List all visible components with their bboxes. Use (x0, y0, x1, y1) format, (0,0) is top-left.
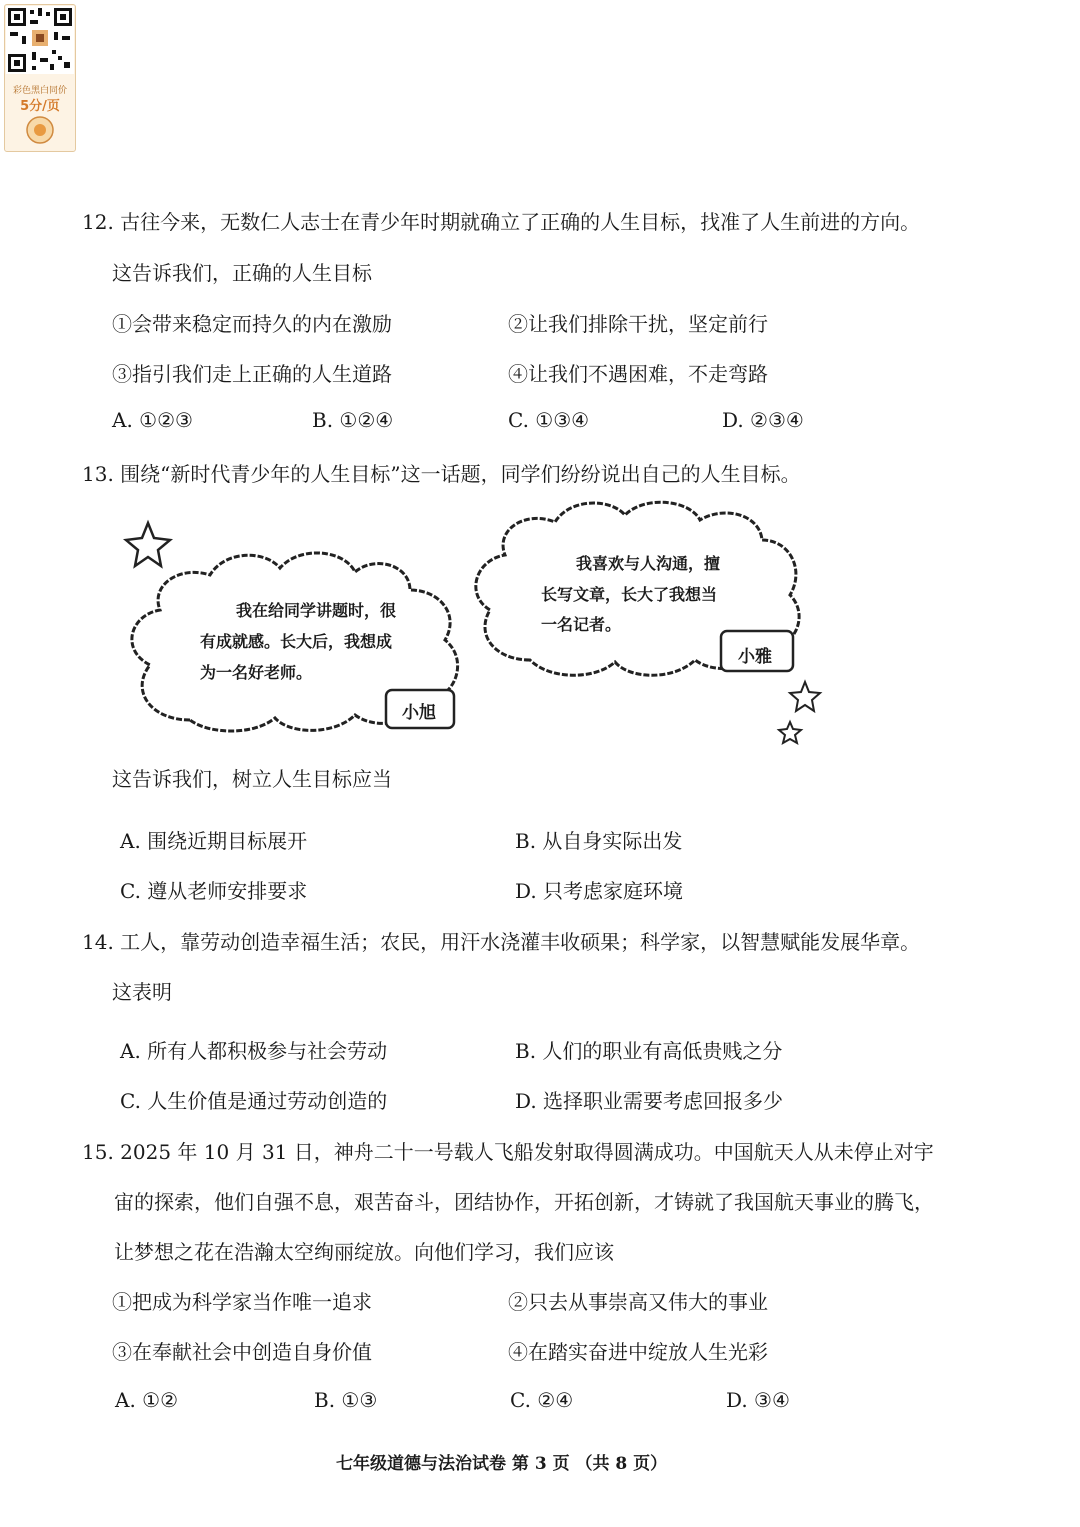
q13-option-d: D. 只考虑家庭环境 (515, 879, 684, 903)
q14-option-b: B. 人们的职业有高低贵贱之分 (515, 1039, 783, 1063)
bubble-right-line3: 一名记者。 (541, 615, 622, 634)
q12-item-1: ①会带来稳定而持久的内在激励 (112, 312, 392, 336)
star-icon (126, 523, 170, 566)
name-tag-left-label: 小旭 (402, 703, 436, 723)
page-footer: 七年级道德与法治试卷 第 3 页 （共 8 页） (336, 1454, 668, 1474)
q13-prompt: 这告诉我们，树立人生目标应当 (112, 767, 392, 791)
q15-item-1: ①把成为科学家当作唯一追求 (112, 1290, 372, 1314)
q14-option-a: A. 所有人都积极参与社会劳动 (120, 1039, 388, 1063)
q12-item-4: ④让我们不遇困难，不走弯路 (508, 362, 768, 386)
q12-item-2: ②让我们排除干扰，坚定前行 (508, 312, 768, 336)
q14-stem-line1: 14. 工人，靠劳动创造幸福生活；农民，用汗水浇灌丰收硕果；科学家，以智慧赋能发展华章。 (82, 930, 921, 954)
q12-option-b: B. ①②④ (312, 408, 394, 432)
bubble-left-line1: 我在给同学讲题时，很 (236, 601, 397, 620)
q13-option-a: A. 围绕近期目标展开 (120, 829, 308, 853)
q12-option-c: C. ①③④ (508, 408, 590, 432)
q15-stem-line3: 让梦想之花在浩瀚太空绚丽绽放。向他们学习，我们应该 (114, 1240, 614, 1264)
q14-stem-line2: 这表明 (112, 980, 172, 1004)
q13-option-c: C. 遵从老师安排要求 (120, 879, 308, 903)
q15-option-a: A. ①② (115, 1388, 179, 1412)
ad-price: 5分/页 (20, 99, 60, 114)
ad-line1: 彩色黑白同价 (12, 86, 67, 96)
bubble-right-line1: 我喜欢与人沟通，擅 (576, 554, 721, 573)
q13-stem: 13. 围绕“新时代青少年的人生目标”这一话题，同学们纷纷说出自己的人生目标。 (82, 462, 801, 486)
q12-option-a: A. ①②③ (112, 408, 193, 432)
q14-option-d: D. 选择职业需要考虑回报多少 (515, 1089, 784, 1113)
q15-item-3: ③在奉献社会中创造自身价值 (112, 1340, 372, 1364)
q15-option-c: C. ②④ (510, 1388, 574, 1412)
q12-stem-line2: 这告诉我们，正确的人生目标 (112, 261, 372, 285)
q13-option-b: B. 从自身实际出发 (515, 829, 683, 853)
q15-stem-line2: 宙的探索，他们自强不息，艰苦奋斗，团结协作，开拓创新，才铸就了我国航天事业的腾飞， (114, 1190, 934, 1214)
q12-stem-line1: 12. 古往今来，无数仁人志士在青少年时期就确立了正确的人生目标，找准了人生前进的方向。 (82, 210, 921, 234)
bubble-right-line2: 长写文章，长大了我想当 (541, 585, 718, 604)
q15-option-b: B. ①③ (314, 1388, 378, 1412)
q15-option-d: D. ③④ (726, 1388, 790, 1412)
q15-item-2: ②只去从事崇高又伟大的事业 (508, 1290, 768, 1314)
bubble-left-line3: 为一名好老师。 (200, 663, 313, 682)
q12-item-3: ③指引我们走上正确的人生道路 (112, 362, 392, 386)
q12-option-d: D. ②③④ (722, 408, 804, 432)
q14-option-c: C. 人生价值是通过劳动创造的 (120, 1089, 388, 1113)
q15-item-4: ④在踏实奋进中绽放人生光彩 (508, 1340, 768, 1364)
bubble-left-line2: 有成就感。长大后，我想成 (200, 632, 393, 651)
star-icon (779, 722, 801, 743)
star-icon (790, 682, 820, 711)
name-tag-right-label: 小雅 (738, 647, 772, 667)
q15-stem-line1: 15. 2025 年 10 月 31 日，神舟二十一号载人飞船发射取得圆满成功。中国航天人从未停止对宇 (82, 1140, 934, 1164)
